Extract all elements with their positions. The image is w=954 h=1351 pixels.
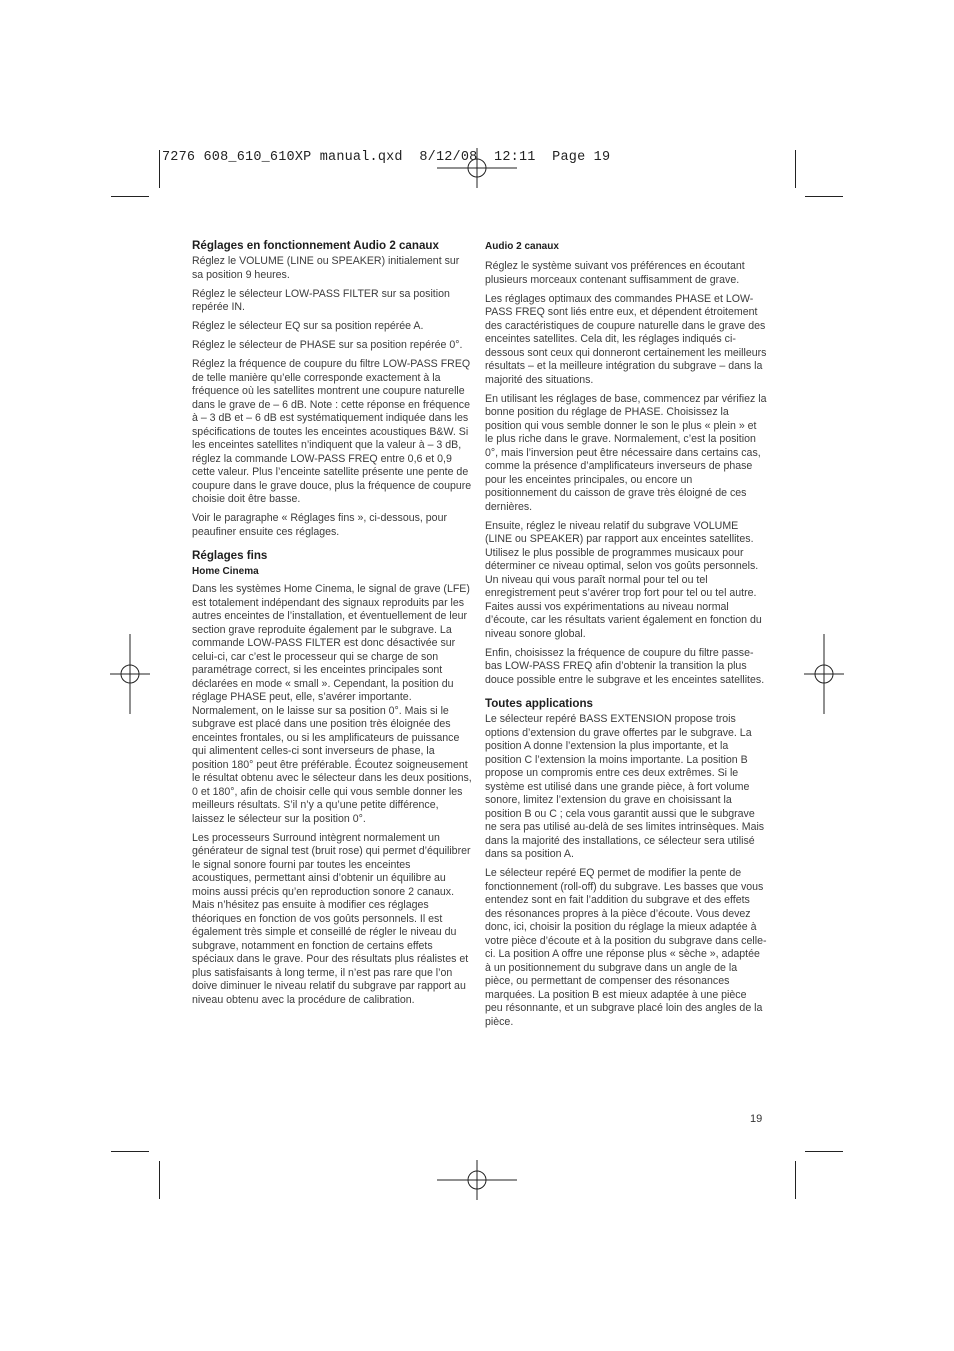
- paragraph: Réglez le système suivant vos préférences en écoutant plusieurs morceaux contenant suffisamment de grave.: [485, 260, 745, 286]
- subheading-audio-2-canaux: Audio 2 canaux: [485, 241, 559, 252]
- paragraph: Voir le paragraphe « Réglages fins », ci-dessous, pour peaufiner ensuite ces réglages.: [192, 512, 447, 538]
- paragraph: Le sélecteur repéré EQ permet de modifier la pente de fonctionnement (roll-off) du subgrave. Les basses que vous entendez sont en fait l’addition du subgrave et des effets des résonances propres à la pièce d’écoute. Vous devez donc, ici, choisir la position du réglage la mieux adaptée à votre pièce d’écoute et à la position du subgrave dans celle-ci. La position A offre une réponse plus « sèche », adaptée à un positionnement du subgrave dans un angle de la pièce, ou permettant de compenser des résonances marquées. La position B est mieux adaptée à une pièce peu résonnante, et un subgrave placé loin des angles de la pièce.: [485, 867, 767, 1028]
- heading-audio-2-canaux: Réglages en fonctionnement Audio 2 canaux: [192, 239, 439, 252]
- crop-mark-bottom-left-vertical: [159, 1161, 160, 1199]
- paragraph: Le sélecteur repéré BASS EXTENSION propose trois options d’extension du grave offertes par le subgrave. La position A donne l’extension la plus importante, et la position C l’extension la moins importante. La position B propose un compromis entre ces deux extrêmes. Si le système est utilisé dans une grande pièce, à fort volume sonore, limitez l’extension du grave en choisissant la position B ou C ; cela vous garantit aussi que le subgrave ne sera pas utilisé au-delà de ses limites intrinsèques. Mais dans la majorité des installations, ce sélecteur sera utilisé dans sa position A.: [485, 713, 765, 860]
- paragraph: Dans les systèmes Home Cinema, le signal de grave (LFE) est totalement indépendant des signaux reproduits par les autres enceintes de l’installation, et éventuellement de leur section grave reproduite également par le subgrave. La commande LOW-PASS FILTER est donc désactivée sur celui-ci, car c’est le processeur qui se charge de son paramétrage correct, si les enceintes principales sont déclarées en mode « small ». Cependant, la position du réglage PHASE peut, elle, s’avérer importante. Normalement, on le laisse sur sa position 0°. Mais si le subgrave est placé dans une position très éloignée des enceintes frontales, ou si les amplificateurs de puissance qui alimentent celles-ci sont inverseurs de phase, la position 180° peut être préférable. Écoutez soigneusement le résultat obtenu avec le sélecteur dans les deux positions, 0 et 180°, afin de choisir celle qui vous semble donner les meilleurs résultats. S’il n’y a qu’une petite différence, laissez le sélecteur sur la position 0°.: [192, 583, 472, 825]
- heading-toutes-applications: Toutes applications: [485, 697, 594, 710]
- paragraph: Enfin, choisissez la fréquence de coupure du filtre passe-bas LOW-PASS FREQ afin d’obtenir la transition la plus douce possible entre le subgrave et les enceintes satellites.: [485, 646, 765, 686]
- heading-reglages-fins: Réglages fins: [192, 549, 268, 562]
- crop-mark-bottom-right-horizontal: [805, 1151, 843, 1152]
- paragraph: Ensuite, réglez le niveau relatif du subgrave VOLUME (LINE ou SPEAKER) par rapport aux enceintes satellites. Utilisez le plus possible de programmes musicaux pour déterminer ce niveau optimal, selon vos goûts personnels. Un niveau qui vous paraît normal pour tel ou tel enregistrement peut s’avérer trop fort pour tel ou tel autre. Faites aussi vos expérimentations au niveau normal d’écoute, car les résultats varient également en fonction du niveau sonore global.: [485, 519, 762, 640]
- crop-mark-bottom-left-horizontal: [111, 1151, 149, 1152]
- paragraph: Les réglages optimaux des commandes PHASE et LOW-PASS FREQ sont liés entre eux, et dépendent étroitement des caractéristiques de coupure naturelle dans le grave des enceintes satellites. Cela dit, les réglages indiqués ci-dessous sont ceux qui donneront certainement les meilleurs résultats – et la meilleure intégration du subgrave – dans la majorité des situations.: [485, 292, 767, 386]
- crop-mark-top-left-horizontal: [111, 196, 149, 197]
- page-number: 19: [750, 1113, 763, 1125]
- crop-mark-bottom-right-vertical: [795, 1161, 796, 1199]
- paragraph: En utilisant les réglages de base, commencez par vérifiez la bonne position du réglage de PHASE. Choisissez la position qui vous semble donner le son le plus « plein » et le plus riche dans le grave. Normalement, c’est la position 0°, mais l’inversion peut être nécessaire dans certains cas, comme la présence d’amplificateurs inverseurs de phase pour les enceintes principales, ou encore un positionnement du caisson de grave très éloigné de ces dernières.: [485, 392, 767, 513]
- registration-mark-right: [804, 634, 844, 714]
- left-column: [192, 240, 472, 1013]
- slug-line: 7276 608_610_610XP manual.qxd 8/12/08 12:11 Page 19: [162, 150, 611, 165]
- right-column: [485, 240, 767, 1035]
- subheading-home-cinema: Home Cinema: [192, 566, 259, 577]
- crop-mark-top-right-vertical: [795, 150, 796, 188]
- registration-mark-top: [437, 148, 517, 188]
- paragraph: Réglez le sélecteur EQ sur sa position repérée A.: [192, 320, 424, 332]
- paragraph: Réglez le VOLUME (LINE ou SPEAKER) initialement sur sa position 9 heures.: [192, 255, 460, 281]
- paragraph: Réglez le sélecteur LOW-PASS FILTER sur sa position repérée IN.: [192, 287, 450, 313]
- paragraph: Les processeurs Surround intègrent normalement un générateur de signal test (bruit rose) qui permet d’équilibrer le signal sonore fourni par toutes les enceintes acoustiques, permettant ainsi d’obtenir un équilibre au moins aussi précis qu’en reproduction sonore 2 canaux. Mais n’hésitez pas ensuite à modifier ces réglages théoriques en fonction de vos goûts personnels. Il est également très simple et conseillé de régler le niveau du subgrave, notamment en fonction de certains effets spéciaux dans le grave. Pour des résultats plus réalistes et plus satisfaisants à long terme, il n’est pas rare que l’on doive diminuer le niveau relatif du subgrave par rapport au niveau obtenu avec la procédure de calibration.: [192, 831, 471, 1006]
- crop-mark-top-right-horizontal: [805, 196, 843, 197]
- crop-mark-top-left-vertical: [159, 150, 160, 188]
- paragraph: Réglez la fréquence de coupure du filtre LOW-PASS FREQ de telle manière qu’elle corresponde exactement à la fréquence où les satellites montrent une coupure naturelle dans le grave de – 6 dB. Note : cette réponse en fréquence à – 3 dB et – 6 dB est systématiquement indiquée dans les spécifications de toutes les enceintes acoustiques B&W. Si les enceintes satellites n’indiquent que la valeur à – 3 dB, réglez la commande LOW-PASS FREQ entre 0,6 et 0,9 cette valeur. Plus l’enceinte satellite présente une pente de coupure dans le grave douce, plus la fréquence de coupure choisie doit être basse.: [192, 358, 472, 505]
- paragraph: Réglez le sélecteur de PHASE sur sa position repérée 0°.: [192, 339, 463, 351]
- registration-mark-bottom: [437, 1160, 517, 1200]
- registration-mark-left: [110, 634, 150, 714]
